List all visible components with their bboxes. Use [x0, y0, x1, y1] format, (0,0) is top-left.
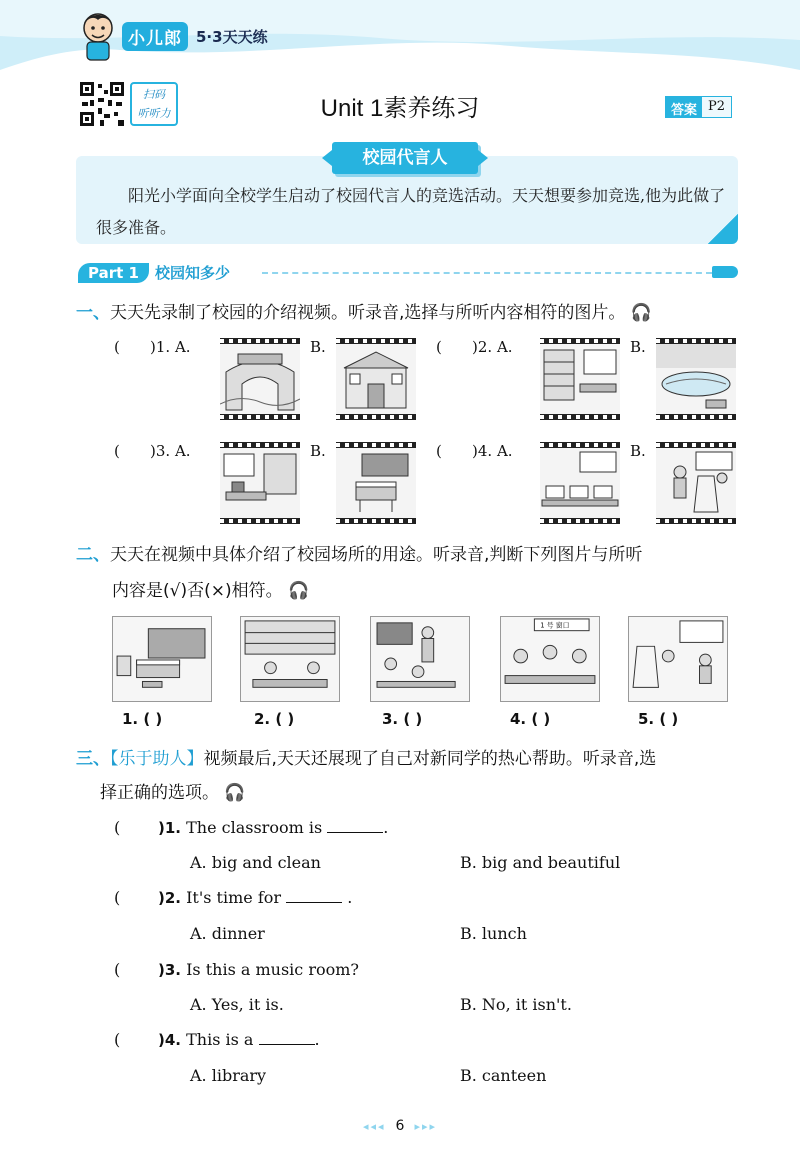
s1-q1-option-b-label: B. [310, 338, 326, 356]
s2-answer-2[interactable]: 2. ( ) [254, 710, 295, 728]
s3-q4-blank [259, 1031, 315, 1045]
s1-q2-bracket[interactable]: ( [436, 338, 442, 356]
s3-q2-blank [286, 889, 342, 903]
section3-heading-line1 [76, 742, 656, 776]
scenario-text: 阳光小学面向全校学生启动了校园代言人的竞选活动。天天想要参加竞选,他为此做了很多准备。 [96, 186, 726, 237]
s2-answer-5[interactable]: 5. ( ) [638, 710, 679, 728]
scan-line2: 听听力 [137, 107, 171, 120]
s1-q1-number: )1. A. [150, 338, 191, 356]
part-badge: Part 1 [78, 263, 149, 283]
part-header [78, 262, 230, 283]
s3-q4-option-b[interactable]: B. canteen [460, 1066, 547, 1085]
s1-q4-bracket[interactable]: ( [436, 442, 442, 460]
s3-q2-bracket[interactable]: ( [114, 888, 121, 907]
s2-pic5-art-room [628, 616, 728, 702]
brand-series: 5·3天天练 [196, 28, 268, 46]
s3-q3-option-a[interactable]: A. Yes, it is. [190, 995, 284, 1014]
section1-number: 一、 [76, 303, 110, 323]
s3-q1-option-a[interactable]: A. big and clean [190, 853, 321, 872]
s3-q1-option-b[interactable]: B. big and beautiful [460, 853, 621, 872]
section2-number: 二、 [76, 545, 110, 565]
s1-q1-option-b-building-image[interactable] [336, 338, 416, 420]
brand [122, 22, 268, 51]
s3-q3-option-b[interactable]: B. No, it isn't. [460, 995, 572, 1014]
section3-heading-line2 [100, 776, 246, 810]
s3-q4-option-a[interactable]: A. library [190, 1066, 267, 1085]
mascot-icon [78, 10, 118, 62]
page-title: Unit 1素养练习 [320, 95, 480, 122]
section3-number: 三、 [76, 749, 110, 769]
s3-q1-stem: )1. The classroom is . [158, 818, 389, 837]
s3-q1-bracket[interactable]: ( [114, 818, 121, 837]
s3-q3-bracket[interactable]: ( [114, 960, 121, 979]
s3-q4-stem: )4. This is a . [158, 1030, 320, 1049]
headphones-icon[interactable]: 🎧 [630, 303, 652, 323]
s1-q1-option-a-gate-image[interactable] [220, 338, 300, 420]
brand-logo: 小儿郎 [122, 22, 188, 51]
s1-q4-number: )4. A. [472, 442, 513, 460]
part-title: 校园知多少 [154, 264, 230, 282]
section1-instruction: 天天先录制了校园的介绍视频。听录音,选择与所听内容相符的图片。 [110, 303, 626, 323]
headphones-icon[interactable]: 🎧 [288, 581, 310, 601]
s2-answer-3[interactable]: 3. ( ) [382, 710, 423, 728]
answer-label: 答案 [666, 97, 702, 117]
s3-q2-stem: )2. It's time for . [158, 888, 353, 907]
s1-q3-option-b-music-room-image[interactable] [336, 442, 416, 524]
page-footer [0, 1118, 800, 1134]
s3-q2-option-a[interactable]: A. dinner [190, 924, 265, 943]
s1-q4-option-b-art-room-image[interactable] [656, 442, 736, 524]
section1-heading [76, 296, 652, 330]
scenario-title: 校园代言人 [332, 142, 478, 174]
right-arrows-icon: ▸▸▸ [414, 1120, 438, 1133]
s2-answer-1[interactable]: 1. ( ) [122, 710, 163, 728]
answer-reference[interactable] [665, 96, 732, 118]
s2-pic4-sign-text: 1 号 窗口 [540, 621, 570, 630]
s2-pic3-classroom [370, 616, 470, 702]
part-divider [262, 272, 712, 274]
section3-line1: 视频最后,天天还展现了自己对新同学的热心帮助。听录音,选 [203, 749, 657, 769]
pencil-icon [712, 266, 738, 278]
left-arrows-icon: ◂◂◂ [362, 1120, 386, 1133]
section2-line1: 天天在视频中具体介绍了校园场所的用途。听录音,判断下列图片与所听 [110, 545, 643, 565]
s2-pic1-music-room [112, 616, 212, 702]
s1-q2-option-a-library-image[interactable] [540, 338, 620, 420]
section3-tag: 【乐于助人】 [110, 749, 204, 769]
headphones-icon[interactable]: 🎧 [224, 783, 246, 803]
s1-q3-bracket[interactable]: ( [114, 442, 120, 460]
section2-line2: 内容是(√)否(×)相符。 [112, 581, 283, 601]
answer-page: P2 [702, 97, 731, 117]
page-number: 6 [395, 1118, 405, 1134]
s1-q4-option-a-computer-room-image[interactable] [540, 442, 620, 524]
s3-q3-stem: )3. Is this a music room? [158, 960, 359, 979]
section2-heading-line1 [76, 538, 642, 572]
header-banner [0, 0, 800, 80]
s1-q3-option-a-office-image[interactable] [220, 442, 300, 524]
s1-q2-number: )2. A. [472, 338, 513, 356]
s1-q3-number: )3. A. [150, 442, 191, 460]
s3-q1-blank [327, 819, 383, 833]
section2-heading-line2 [112, 574, 309, 608]
s2-pic4-canteen [500, 616, 600, 702]
section3-line2: 择正确的选项。 [100, 783, 219, 803]
s1-q4-option-b-label: B. [630, 442, 646, 460]
scan-line1: 扫码 [143, 88, 165, 101]
s2-pic2-library [240, 616, 340, 702]
s3-q4-bracket[interactable]: ( [114, 1030, 121, 1049]
s1-q2-option-b-pool-image[interactable] [656, 338, 736, 420]
s1-q1-bracket[interactable]: ( [114, 338, 120, 356]
s3-q2-option-b[interactable]: B. lunch [460, 924, 527, 943]
s1-q2-option-b-label: B. [630, 338, 646, 356]
s2-answer-4[interactable]: 4. ( ) [510, 710, 551, 728]
s1-q3-option-b-label: B. [310, 442, 326, 460]
